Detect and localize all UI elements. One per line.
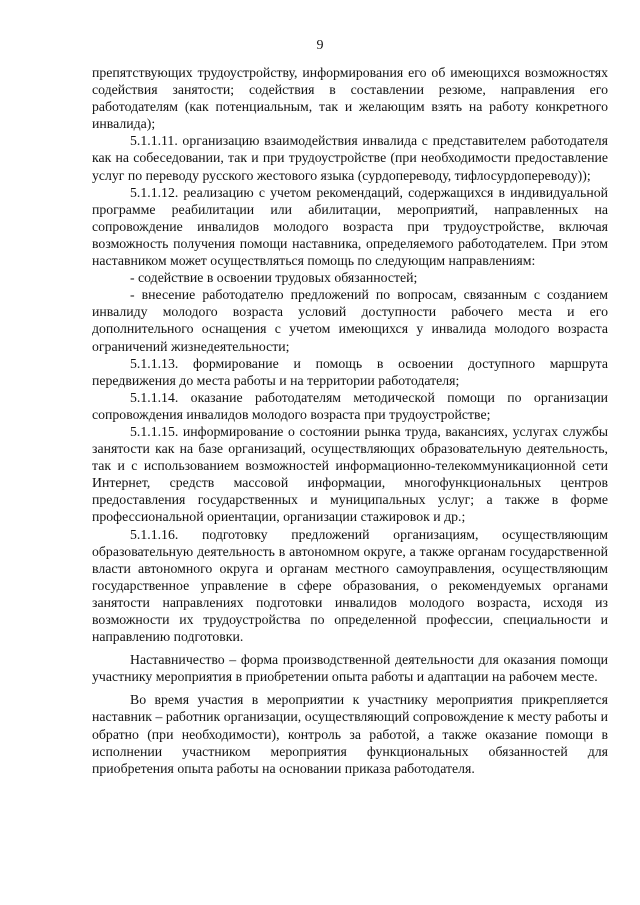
paragraph-5-1-1-13: 5.1.1.13. формирование и помощь в освоении доступного маршрута передвижения до места работы и на территории работодателя; bbox=[92, 355, 608, 388]
page-number: 9 bbox=[316, 38, 324, 53]
paragraph-5-1-1-11: 5.1.1.11. организацию взаимодействия инвалида с представителем работодателя как на собеседовании, так и при трудоустройстве (при необходимости предоставление услуг по переводу русского жестового языка (сурдопереводу, тифлосурдопереводу)); bbox=[92, 133, 608, 183]
paragraph-continuation: препятствующих трудоустройству, информирования его об имеющихся возможностях содействия занятости; содействия в составлении резюме, направления его работодателям (как потенциальным, так и желающим взять на работу конкретного инвалида); bbox=[92, 65, 608, 132]
list-item-employer-proposals: - внесение работодателю предложений по вопросам, связанным с созданием инвалиду молодого возраста условий доступности рабочего места и его дополнительного оснащения с учетом имеющихся у инвалида молодого возраста ограничений жизнедеятельности; bbox=[92, 287, 608, 354]
list-item-labor-duties: - содействие в освоении трудовых обязанностей; bbox=[130, 270, 418, 286]
paragraph-5-1-1-15: 5.1.1.15. информирование о состоянии рынка труда, вакансиях, услугах службы занятости как на базе организаций, осуществляющих образовательную деятельность, так и с использованием возможностей информационно-телекоммуникационной сети Интернет, средств массовой информации, многофункциональных центров предоставления государственных и муниципальных услуг; а также в форме профессиональной ориентации, организации стажировок и др.; bbox=[92, 423, 608, 525]
paragraph-mentor-assignment: Во время участия в мероприятии к участнику мероприятия прикрепляется наставник – работник организации, осуществляющий сопровождение к месту работы и обратно (при необходимости), контроль за работой, а также оказание помощи в исполнении участником мероприятия функциональных обязанностей для приобретения опыта работы на основании приказа работодателя. bbox=[92, 692, 608, 776]
paragraph-5-1-1-16: 5.1.1.16. подготовку предложений организациям, осуществляющим образовательную деятельность в автономном округе, а также органам государственной власти автономного округа и органам местного самоуправления, осуществляющим государственное управление в сфере образования, о рекомендуемых органами занятости направлениях подготовки инвалидов молодого возраста, исходя из возможности их трудоустройства по определенной профессии, специальности и направлению подготовки. bbox=[92, 526, 608, 645]
paragraph-mentoring-definition: Наставничество – форма производственной деятельности для оказания помощи участнику мероприятия в приобретении опыта работы и адаптации на рабочем месте. bbox=[92, 652, 608, 685]
document-body bbox=[92, 64, 608, 777]
paragraph-5-1-1-12: 5.1.1.12. реализацию с учетом рекомендаций, содержащихся в индивидуальной программе реабилитации или абилитации, мероприятий, направленных на сопровождение инвалидов молодого возраста при трудоустройстве, включая возможность получения помощи наставника, определяемого работодателем. При этом наставником может осуществляться помощь по следующим направлениям: bbox=[92, 184, 608, 269]
paragraph-5-1-1-14: 5.1.1.14. оказание работодателям методической помощи по организации сопровождения инвалидов молодого возраста при трудоустройстве; bbox=[92, 389, 608, 422]
